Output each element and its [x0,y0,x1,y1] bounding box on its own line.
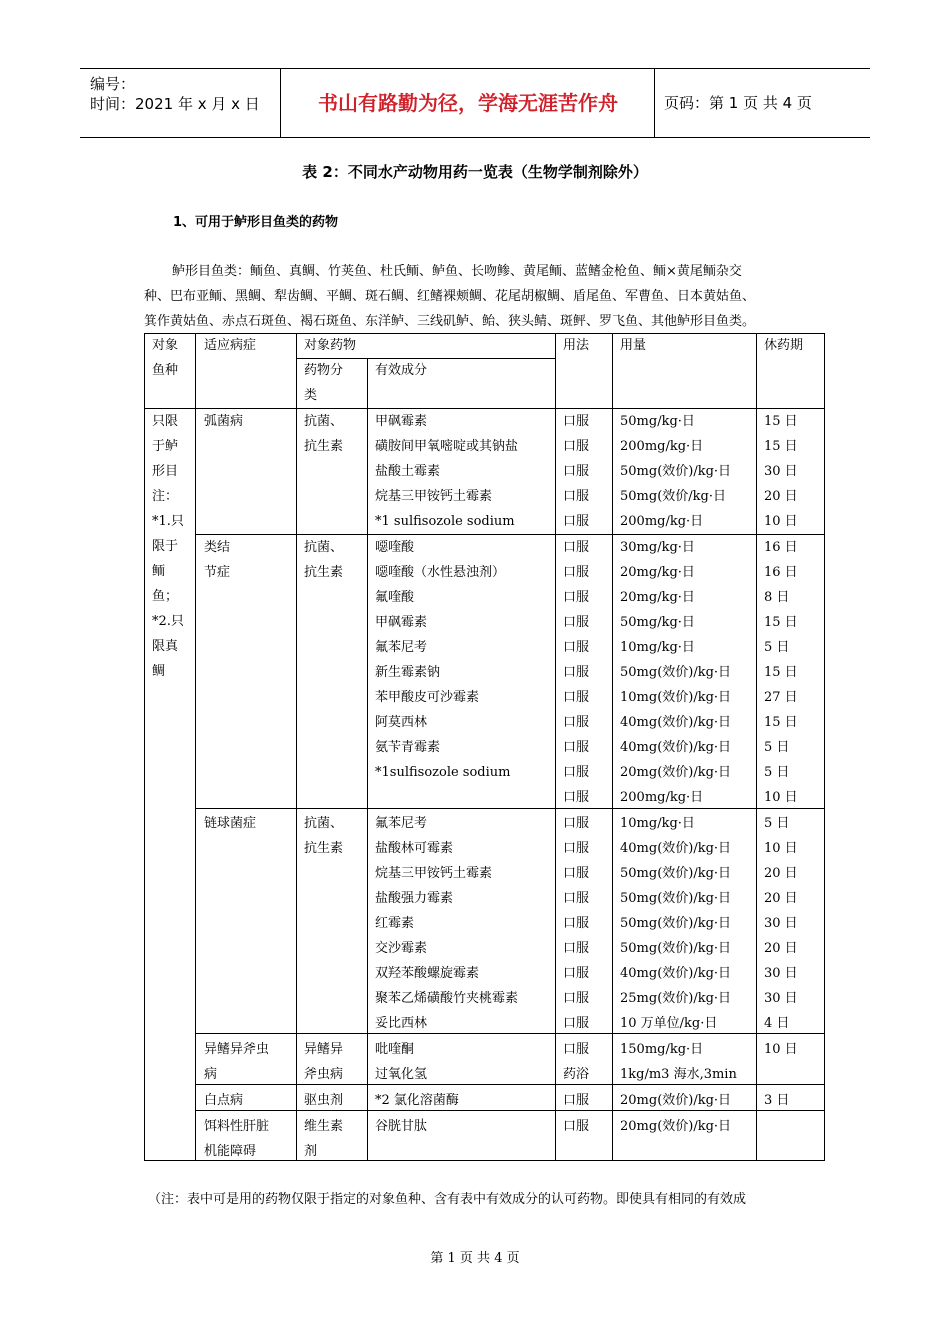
disease-cell [204,1037,269,1087]
ingredient-cell: 红霉素 [375,916,415,931]
intro-paragraph [144,259,828,334]
ingredient-cell: 氟喹酸 [375,590,415,605]
disease-cell-line: 机能障碍 [204,1144,257,1159]
disease-cell-line: 异鳍异斧虫 [204,1042,270,1057]
usage-cell: 口服 [563,1119,590,1134]
table-title: 表 2：不同水产动物用药一览表（生物学制剂除外） [302,163,648,181]
intro-line: 箕作黄姑鱼、赤点石斑鱼、褐石斑鱼、东洋鲈、三线矶鲈、鲐、狭头鲭、斑鲆、罗飞鱼、其他鲈形目鱼类。 [144,314,756,329]
dosage-cell: 30mg/kg·日 [620,540,695,555]
ingredient-cell: 苯甲酸皮可沙霉素 [375,690,480,705]
dosage-cell: 20mg(效价)/kg·日 [620,1119,732,1134]
usage-cell: 口服 [563,414,590,429]
document-date: 时间：2021 年 x 月 x 日 [90,95,260,113]
dosage-cell: 200mg/kg·日 [620,439,704,454]
category-cell-line: 驱虫剂 [304,1093,344,1108]
withdrawal-cell: 15 日 [764,615,798,630]
species-note-line: 注： [152,489,179,504]
dosage-cell: 40mg(效价)/kg·日 [620,841,732,856]
header-left-cell [80,69,281,137]
withdrawal-cell: 30 日 [764,464,798,479]
category-cell-line: 抗生素 [304,565,344,580]
ingredient-cell: 谷胱甘肽 [375,1119,428,1134]
usage-cell: 口服 [563,665,590,680]
disease-cell-line: 弧菌病 [204,414,244,429]
withdrawal-cell: 20 日 [764,941,798,956]
usage-cell: 口服 [563,615,590,630]
header-withdrawal: 休药期 [764,338,804,353]
table-rule [756,333,757,1160]
species-note-line: *2.只 [152,614,184,629]
category-cell-line: 抗菌、 [304,414,344,429]
ingredient-cell: 吡喹酮 [375,1042,415,1057]
header-species-line: 鱼种 [152,363,179,378]
ingredient-cell: 新生霉素钠 [375,665,441,680]
ingredient-cell: 噁喹酸 [375,540,415,555]
species-note-line: 限于 [152,539,179,554]
ingredient-cell: 氟苯尼考 [375,816,428,831]
dosage-cell: 50mg(效价)/kg·日 [620,866,732,881]
header-page-number: 页码：第 1 页 共 4 页 [664,94,812,112]
species-note [152,409,184,684]
disease-cell-line: 白点病 [204,1093,244,1108]
usage-cell: 口服 [563,816,590,831]
withdrawal-cell: 20 日 [764,489,798,504]
dosage-cell: 50mg(效价)/kg·日 [620,916,732,931]
usage-cell: 口服 [563,439,590,454]
species-note-line: 鲷 [152,664,166,679]
usage-cell: 口服 [563,1042,590,1057]
ingredient-cell: 甲砜霉素 [375,414,428,429]
header-ingredient: 有效成分 [375,363,428,378]
usage-cell: 口服 [563,540,590,555]
withdrawal-cell: 16 日 [764,540,798,555]
usage-cell: 口服 [563,916,590,931]
species-note-line: 形目 [152,464,179,479]
species-note-line: 只限 [152,414,179,429]
usage-cell: 口服 [563,740,590,755]
dosage-cell: 150mg/kg·日 [620,1042,704,1057]
table-rule [144,333,145,1160]
usage-cell: 口服 [563,841,590,856]
ingredient-cell: 烷基三甲铵钙土霉素 [375,866,493,881]
dosage-cell: 50mg(效价)/kg·日 [620,891,732,906]
withdrawal-cell: 8 日 [764,590,790,605]
withdrawal-cell: 3 日 [764,1093,790,1108]
disease-cell-line: 节症 [204,565,231,580]
usage-cell: 口服 [563,640,590,655]
usage-cell: 口服 [563,790,590,805]
withdrawal-cell: 30 日 [764,916,798,931]
ingredient-cell: 盐酸强力霉素 [375,891,454,906]
dosage-cell: 20mg(效价)/kg·日 [620,765,732,780]
disease-cell-line: 饵料性肝脏 [204,1119,270,1134]
usage-cell: 口服 [563,690,590,705]
withdrawal-cell: 27 日 [764,690,798,705]
ingredient-cell: *1 sulfisozole sodium [375,514,515,529]
dosage-cell: 25mg(效价)/kg·日 [620,991,732,1006]
ingredient-cell: 聚苯乙烯磺酸竹夹桃霉素 [375,991,519,1006]
disease-cell [204,535,230,585]
ingredient-cell: 过氧化氢 [375,1067,428,1082]
usage-cell: 口服 [563,765,590,780]
footnote: （注：表中可是用的药物仅限于指定的对象鱼种、含有表中有效成分的认可药物。即使具有相同的有效成 [148,1192,747,1207]
category-cell-line: 维生素 [304,1119,344,1134]
withdrawal-cell: 15 日 [764,665,798,680]
document-header [80,68,870,138]
withdrawal-cell: 30 日 [764,966,798,981]
ingredient-cell: *1sulfisozole sodium [375,765,511,780]
usage-cell: 口服 [563,1093,590,1108]
ingredient-cell: 噁喹酸（水性悬浊剂） [375,565,506,580]
usage-cell: 口服 [563,565,590,580]
section-heading: 1、可用于鲈形目鱼类的药物 [173,215,339,230]
header-drug: 对象药物 [304,338,357,353]
usage-cell: 口服 [563,891,590,906]
category-cell [304,535,343,585]
category-cell-line: 抗生素 [304,841,344,856]
withdrawal-cell: 5 日 [764,740,790,755]
dosage-cell: 50mg(效价)/kg·日 [620,665,732,680]
species-note-line: 限真 [152,639,179,654]
header-disease: 适应病症 [204,338,257,353]
ingredient-cell: 烷基三甲铵钙土霉素 [375,489,493,504]
dosage-cell: 50mg/kg·日 [620,414,695,429]
dosage-cell: 10mg(效价)/kg·日 [620,690,732,705]
disease-cell-line: 链球菌症 [204,816,257,831]
header-category-line: 类 [304,388,318,403]
usage-cell: 口服 [563,991,590,1006]
table-rule [195,333,196,1160]
header-category-line: 药物分 [304,363,344,378]
withdrawal-cell: 15 日 [764,715,798,730]
dosage-cell: 50mg(效价)/kg·日 [620,464,732,479]
dosage-cell: 1kg/m3 海水,3min [620,1067,737,1082]
dosage-cell: 200mg/kg·日 [620,514,704,529]
disease-cell [204,1114,269,1164]
usage-cell: 口服 [563,1016,590,1031]
dosage-cell: 50mg/kg·日 [620,615,695,630]
category-cell-line: 斧虫病 [304,1067,344,1082]
ingredient-cell: 甲砜霉素 [375,615,428,630]
table-rule [144,408,825,409]
disease-cell-line: 类结 [204,540,231,555]
category-cell-line: 异鳍异 [304,1042,344,1057]
withdrawal-cell: 5 日 [764,640,790,655]
header-species [152,333,178,383]
category-cell [304,1088,343,1113]
disease-cell [204,409,243,434]
ingredient-cell: 氟苯尼考 [375,640,428,655]
disease-cell-line: 病 [204,1067,218,1082]
usage-cell: 药浴 [563,1067,590,1082]
table-rule [296,333,297,1160]
usage-cell: 口服 [563,489,590,504]
category-cell [304,811,343,861]
dosage-cell: 40mg(效价)/kg·日 [620,715,732,730]
withdrawal-cell: 15 日 [764,414,798,429]
category-cell-line: 抗生素 [304,439,344,454]
dosage-cell: 40mg(效价)/kg·日 [620,740,732,755]
usage-cell: 口服 [563,464,590,479]
header-category [304,358,343,408]
dosage-cell: 50mg(效价/kg·日 [620,489,726,504]
withdrawal-cell: 10 日 [764,514,798,529]
table-rule [195,534,825,535]
category-cell [304,409,343,459]
table-rule [612,333,613,1160]
usage-cell: 口服 [563,715,590,730]
dosage-cell: 20mg/kg·日 [620,565,695,580]
category-cell [304,1037,343,1087]
species-note-line: 鲕 [152,564,166,579]
category-cell [304,1114,343,1164]
dosage-cell: 20mg/kg·日 [620,590,695,605]
withdrawal-cell: 20 日 [764,866,798,881]
table-rule [555,333,556,1160]
ingredient-cell: 双羟苯酸螺旋霉素 [375,966,480,981]
dosage-cell: 50mg(效价)/kg·日 [620,941,732,956]
ingredient-cell: *2 氯化溶菌酶 [375,1093,459,1108]
drug-table [144,333,825,1160]
ingredient-cell: 盐酸土霉素 [375,464,441,479]
ingredient-cell: 阿莫西林 [375,715,428,730]
page-footer: 第 1 页 共 4 页 [430,1251,520,1266]
dosage-cell: 40mg(效价)/kg·日 [620,966,732,981]
dosage-cell: 200mg/kg·日 [620,790,704,805]
withdrawal-cell: 5 日 [764,765,790,780]
withdrawal-cell: 5 日 [764,816,790,831]
header-motto: 书山有路勤为径，学海无涯苦作舟 [318,91,618,115]
category-cell-line: 抗菌、 [304,816,344,831]
header-species-line: 对象 [152,338,179,353]
withdrawal-cell: 20 日 [764,891,798,906]
withdrawal-cell: 10 日 [764,1042,798,1057]
table-rule [195,808,825,809]
table-rule [195,1033,825,1034]
category-cell-line: 剂 [304,1144,318,1159]
disease-cell [204,1088,243,1113]
ingredient-cell: 盐酸林可霉素 [375,841,454,856]
usage-cell: 口服 [563,966,590,981]
category-cell-line: 抗菌、 [304,540,344,555]
intro-line: 种、巴布亚鲕、黑鲷、犁齿鲷、平鲷、斑石鲷、红鳍裸颊鲷、花尾胡椒鲷、盾尾鱼、军曹鱼、日本黄姑鱼、 [144,289,756,304]
withdrawal-cell: 10 日 [764,841,798,856]
usage-cell: 口服 [563,514,590,529]
dosage-cell: 10 万单位/kg·日 [620,1016,718,1031]
document-number: 编号： [90,75,136,93]
withdrawal-cell: 10 日 [764,790,798,805]
species-note-line: *1.只 [152,514,184,529]
header-usage: 用法 [563,338,590,353]
usage-cell: 口服 [563,941,590,956]
disease-cell [204,811,256,836]
dosage-cell: 10mg/kg·日 [620,640,695,655]
withdrawal-cell: 15 日 [764,439,798,454]
ingredient-cell: 磺胺间甲氧嘧啶或其钠盐 [375,439,519,454]
withdrawal-cell: 30 日 [764,991,798,1006]
species-note-line: 于鲈 [152,439,179,454]
table-rule [367,358,368,1160]
dosage-cell: 20mg(效价)/kg·日 [620,1093,732,1108]
dosage-cell: 10mg/kg·日 [620,816,695,831]
ingredient-cell: 妥比西林 [375,1016,428,1031]
usage-cell: 口服 [563,590,590,605]
ingredient-cell: 氨苄青霉素 [375,740,441,755]
usage-cell: 口服 [563,866,590,881]
intro-line: 鲈形目鱼类：鲕鱼、真鲷、竹荚鱼、杜氏鲕、鲈鱼、长吻鲹、黄尾鲕、蓝鳍金枪鱼、鲕×黄尾鲕杂交 [172,264,742,279]
withdrawal-cell: 4 日 [764,1016,790,1031]
table-rule [824,333,825,1160]
withdrawal-cell: 16 日 [764,565,798,580]
header-dosage: 用量 [620,338,647,353]
species-note-line: 鱼； [152,589,179,604]
ingredient-cell: 交沙霉素 [375,941,428,956]
